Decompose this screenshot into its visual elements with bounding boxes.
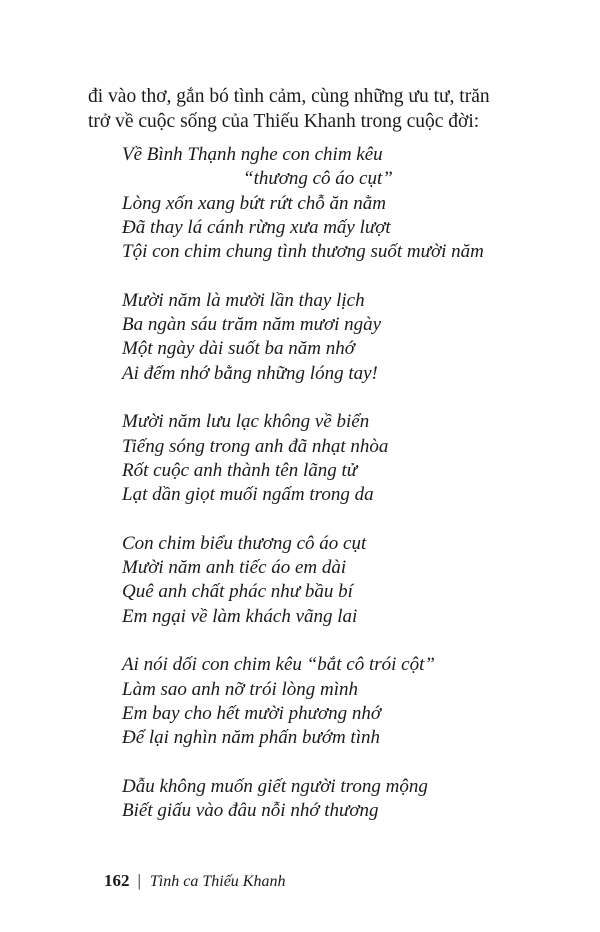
verse-line: Ba ngàn sáu trăm năm mươi ngày	[122, 314, 382, 336]
stanza-1	[122, 143, 542, 264]
verse-line: Làm sao anh nỡ trói lòng mình	[122, 678, 359, 700]
verse-line: Ai nói dối con chim kêu “bắt cô trói cột”	[122, 654, 435, 676]
verse-line: Con chim biểu thương cô áo cụt	[122, 532, 367, 554]
stanza-4	[122, 532, 542, 629]
verse-line: Một ngày dài suốt ba năm nhớ	[122, 338, 355, 360]
running-title: Tình ca Thiếu Khanh	[149, 873, 286, 890]
verse-line: Tội con chim chung tình thương suốt mười năm	[122, 241, 484, 263]
verse-line: Lòng xốn xang bứt rứt chỗ ăn nằm	[122, 192, 387, 214]
verse-line: Em ngại về làm khách vãng lai	[122, 605, 358, 627]
verse-line: Tiếng sóng trong anh đã nhạt nhòa	[122, 435, 389, 457]
verse-line: Quê anh chất phác như bầu bí	[122, 581, 353, 603]
verse-line: Để lại nghìn năm phấn bướm tình	[122, 727, 380, 749]
verse-line: Đã thay lá cánh rừng xưa mấy lượt	[122, 216, 391, 238]
verse-line: Ai đếm nhớ bằng những lóng tay!	[122, 362, 378, 384]
stanza-5	[122, 653, 542, 750]
footer-separator: |	[137, 871, 141, 890]
intro-paragraph	[88, 84, 528, 134]
intro-line: trở về cuộc sống của Thiếu Khanh trong cuộc đời:	[88, 111, 480, 132]
stanza-2	[122, 289, 542, 386]
verse-line: Lạt dần giọt muối ngấm trong da	[122, 484, 374, 506]
verse-line: Dẫu không muốn giết người trong mộng	[122, 775, 428, 797]
verse-line: Biết giấu vào đâu nỗi nhớ thương	[122, 800, 379, 822]
verse-line: Mười năm anh tiếc áo em dài	[122, 557, 347, 579]
verse-line: Mười năm lưu lạc không về biển	[122, 411, 370, 433]
verse-line: Về Bình Thạnh nghe con chim kêu	[122, 144, 383, 165]
stanza-6	[122, 775, 542, 824]
verse-line: Em bay cho hết mười phương nhớ	[122, 702, 382, 724]
poem	[122, 143, 542, 823]
page-number: 162	[104, 871, 130, 890]
intro-line: đi vào thơ, gắn bó tình cảm, cùng những ưu tư, trăn	[88, 86, 490, 107]
stanza-3	[122, 410, 542, 507]
page-footer	[104, 870, 285, 893]
verse-line: Rốt cuộc anh thành tên lãng tử	[122, 459, 358, 481]
verse-line-indented: “thương cô áo cụt”	[243, 168, 393, 190]
verse-line: Mười năm là mười lần thay lịch	[122, 289, 365, 311]
